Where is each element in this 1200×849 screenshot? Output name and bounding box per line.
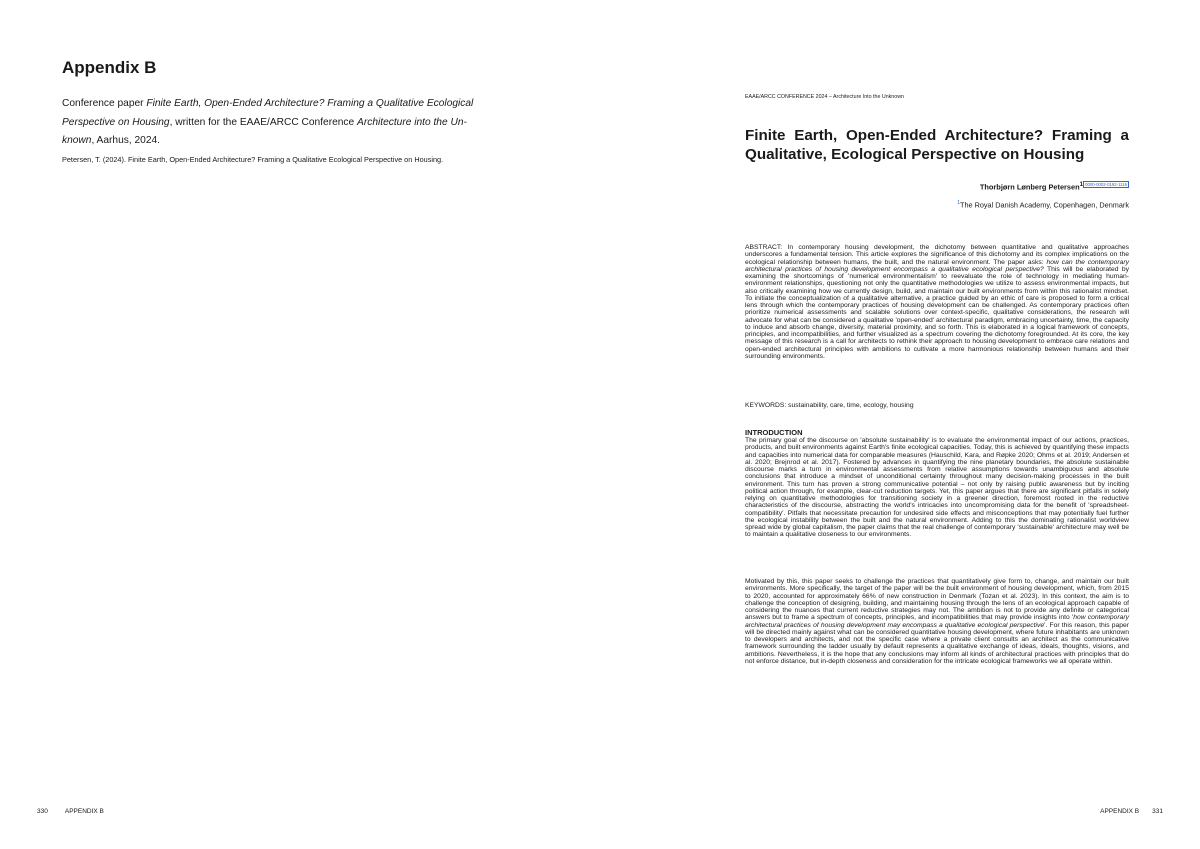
conf-name: Architecture into the Un-known <box>62 116 467 146</box>
footer-label-left: APPENDIX B <box>64 808 104 815</box>
footer-left <box>37 808 104 815</box>
author-superscript: 1 <box>1079 181 1084 188</box>
author-name: Thorbjørn Lønberg Petersen <box>979 182 1080 192</box>
introduction-heading: INTRODUCTION <box>745 428 803 437</box>
page-number-right: 331 <box>1152 808 1163 815</box>
footer-right <box>1100 808 1163 815</box>
page-number-left: 330 <box>37 808 48 815</box>
introduction-paragraph-1: The primary goal of the discourse on 'absolute sustainability' is to evaluate the environmental impact of our actions, practices, products, and built environments against Earth's finite ecological capacities. Today, this is achieved by quantifying these impacts and capacities into numerical data for comparable measures (Hauschild, Kara, and Røpke 2020; Ohms et al. 2019; Andersen et al. 2020; Brejnrod et al. 2017). Fostered by advances in quantifying the nine planetary boundaries, the absolute sustainable discourse marks a turn in environmental assessments from relative assumptions towards unambiguous and absolute conclusions that introduce a mindset of unconditional certainty throughout many decision-making processes in the built environment. This turn has proven a strong communicative potential – not only by raising public awareness but by inciting political action through, for example, clear-cut reduction targets. Yet, this paper argues that there are significant pitfalls in solely relying on quantitative methodologies for transitioning society in a greener direction, foremost rooted in the reductive characteristics of the discourse, abstracting the world's intricacies into uncompromising data for the benefit of 'spreadsheet-compatibility'. Pitfalls that necessitate precaution for undesired side effects and misconceptions that may potentially fuel further the ecological instability between the built and the natural environment. Adding to this the dominating rationalist worldview spread wide by global capitalism, the paper claims that the real challenge of contemporary 'sustainable' architecture may well be to maintain a qualitative closeness to our environments. <box>745 437 1129 539</box>
abstract-question: how can the contemporary architectural practices of housing development encompass a qualitative ecological perspective? <box>745 258 1129 273</box>
citation: Petersen, T. (2024). Finite Earth, Open-Ended Architecture? Framing a Qualitative Ecological Perspective on Housing. <box>62 155 444 164</box>
conf-mid: , written for the EAAE/ARCC Conference <box>169 116 358 128</box>
paper-title: Finite Earth, Open-Ended Architecture? Framing a Qualitative, Ecological Perspective on Housing <box>745 127 1129 163</box>
author-line <box>980 181 1129 191</box>
conf-suffix: , Aarhus, 2024. <box>91 135 160 146</box>
right-page <box>600 0 1200 849</box>
affiliation-superscript: 1 <box>957 200 960 206</box>
introduction-paragraph-2 <box>745 578 1129 665</box>
orcid-link[interactable]: 0000-0002-0192-1116 <box>1085 182 1127 187</box>
affiliation-line <box>957 200 1129 209</box>
abstract-part-a: ABSTRACT: In contemporary housing development, the dichotomy between quantitative and qualitative approaches underscores a fundamental tension. This article explores the significance of this dichotomy and its complex implications on the ecological relationship between humans, the built, and the natural environment. The paper asks: <box>745 244 1129 266</box>
conf-paper-title: Finite Earth, Open-Ended Architecture? Framing a Qualitative Ecological Perspective on Housing <box>62 98 474 128</box>
running-head: EAAE/ARCC CONFERENCE 2024 – Architecture Into the Unknown <box>745 94 904 100</box>
conf-prefix: Conference paper <box>62 98 147 109</box>
keywords: KEYWORDS: sustainability, care, time, ecology, housing <box>745 402 914 409</box>
abstract-part-b: This will be elaborated by examining the shortcomings of 'numerical environmentalism' to reevaluate the role of technology in mediating human-environment relationships, questioning not only the quantitative methodologies we utilize to assess environmental impacts, but also critically examining how we currently design, build, and maintain our built environments from within this rationalist mindset. To initiate the conceptualization of a qualitative alternative, a practice guided by an ethic of care is proposed to form a critical lens through which the contemporary practices of housing development can be challenged. As contemporary practices often prioritize numerical assessments and scalable solutions over context-specific, qualitative considerations, the research will advocate for what can be considered a qualitative 'open-ended' architectural paradigm, embracing uncertainty, time, the capacity to induce and absorb change, diversity, material proximity, and so forth. This is elaborated in a logical framework of concepts, principles, and incompatibilities, and further visualized as a spectrum covering the dichotomy foregrounded. At its core, the key message of this research is a call for architects to rethink their approach to housing development to embrace care relations and open-ended architectural principles with ambitions to cultivate a more harmonious relationship between humans and their surrounding environments. <box>745 265 1130 360</box>
footer-label-right: APPENDIX B <box>1100 808 1140 815</box>
intro-p2-part-a: Motivated by this, this paper seeks to challenge the practices that quantitatively give form to, change, and maintain our built environments. More specifically, the target of the paper will be the built environment of housing development, which, from 2015 to 2020, accounted for approximately 66% of new construction in Denmark (Tozan et al. 2023). In this context, the aim is to challenge the conception of designing, building, and maintaining housing through the lens of an ecological approach capable of considering the nuances that current reductive strategies may not. The ambition is not to provide any definite or categorical answers but to frame a spectrum of concepts, principles, and incompatibilities that may provide insights into ' <box>745 578 1129 622</box>
appendix-heading: Appendix B <box>62 58 157 77</box>
intro-p2-question: how contemporary architectural practices of housing development may encompass a qualitative ecological perspective <box>745 614 1129 629</box>
abstract <box>745 244 1129 360</box>
affiliation: The Royal Danish Academy, Copenhagen, Denmark <box>959 200 1129 210</box>
conference-paper-description <box>62 95 474 151</box>
intro-p2-part-b: '. For this reason, this paper will be directed mainly against what can be considered quantitative housing development, where future inhabitants are unknown to developers and architects, and not the specific case where a private client consults an architect as the communicative framework surrounding the ladder usually by default represents a qualitative exchange of ideas, ideals, thoughts, visions, and ambitions. Nevertheless, it is the hope that any conclusions may inform all kinds of architectural practices with principles that do not enforce distance, but in-depth closeness and consideration for the intricate ecological frameworks we all operate within. <box>745 621 1129 665</box>
